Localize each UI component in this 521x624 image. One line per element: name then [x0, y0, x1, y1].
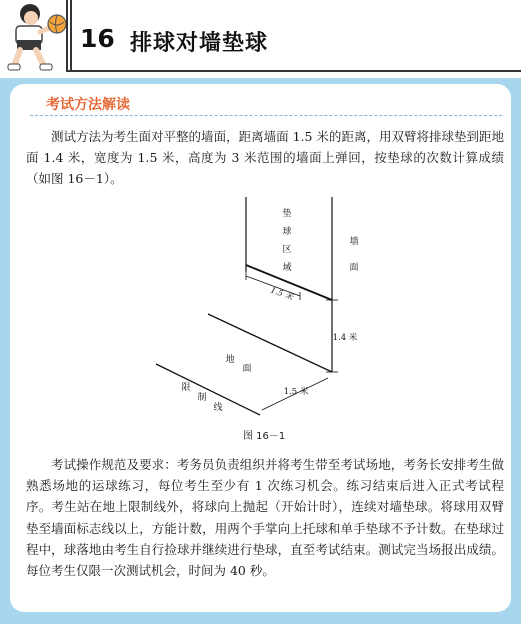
wall-label-char: 墙 — [349, 237, 359, 247]
header-divider — [70, 0, 72, 72]
width-label: 1.5 米 — [269, 285, 295, 302]
zone-label-char: 垫 — [282, 209, 292, 219]
header-underline — [66, 70, 521, 72]
volleyball-player-icon — [0, 0, 70, 72]
header-divider — [66, 0, 68, 72]
page-header — [0, 0, 521, 78]
zone-label-char: 域 — [282, 263, 292, 273]
section-title: 考试方法解读 — [46, 97, 130, 113]
figure-caption: 图 16－1 — [243, 431, 286, 442]
zone-label-char: 球 — [282, 227, 292, 237]
paragraph-procedure: 考试操作规范及要求：考务员负责组织并将考生带至考试场地，考务长安排考生做熟悉场地的运球练习，每位考生至少有 1 次练习机会。练习结束后进入正式考试程序。考生站在地上限制线外，将球向上抛起（开始计时），连续对墙垫球。将球用双臂垫至墙面标志线以上，方能计数，用两个手掌向上托球和单手垫球不予计数。在垫球过程中，球落地由考生自行捡球并继续进行垫球，直至考试结束。测试完当场报出成绩。每位考生仅限一次测试机会，时间为 40 秒。 — [26, 457, 504, 579]
section-divider — [30, 115, 502, 116]
paragraph-test-method: 测试方法为考生面对平整的墙面，距离墙面 1.5 米的距离，用双臂将排球垫到距地面 1.4 米，宽度为 1.5 米，高度为 3 米范围的墙面上弹回，按垫球的次数计算成绩（如图 16－1）。 — [26, 129, 504, 186]
height-label: 1.4 米 — [332, 333, 358, 343]
chapter-title: 排球对墙垫球 — [130, 31, 269, 56]
line-label-char: 制 — [197, 393, 207, 403]
zone-label-char: 区 — [282, 245, 292, 255]
ground-label-char: 地 — [225, 355, 235, 365]
line-label-char: 线 — [213, 403, 223, 413]
court-diagram — [150, 192, 380, 422]
chapter-number: 16 — [80, 24, 115, 53]
wall-label-char: 面 — [349, 263, 359, 273]
distance-label: 1.5 米 — [283, 387, 309, 397]
line-label-char: 限 — [181, 383, 191, 393]
ground-label-char: 面 — [242, 364, 252, 374]
